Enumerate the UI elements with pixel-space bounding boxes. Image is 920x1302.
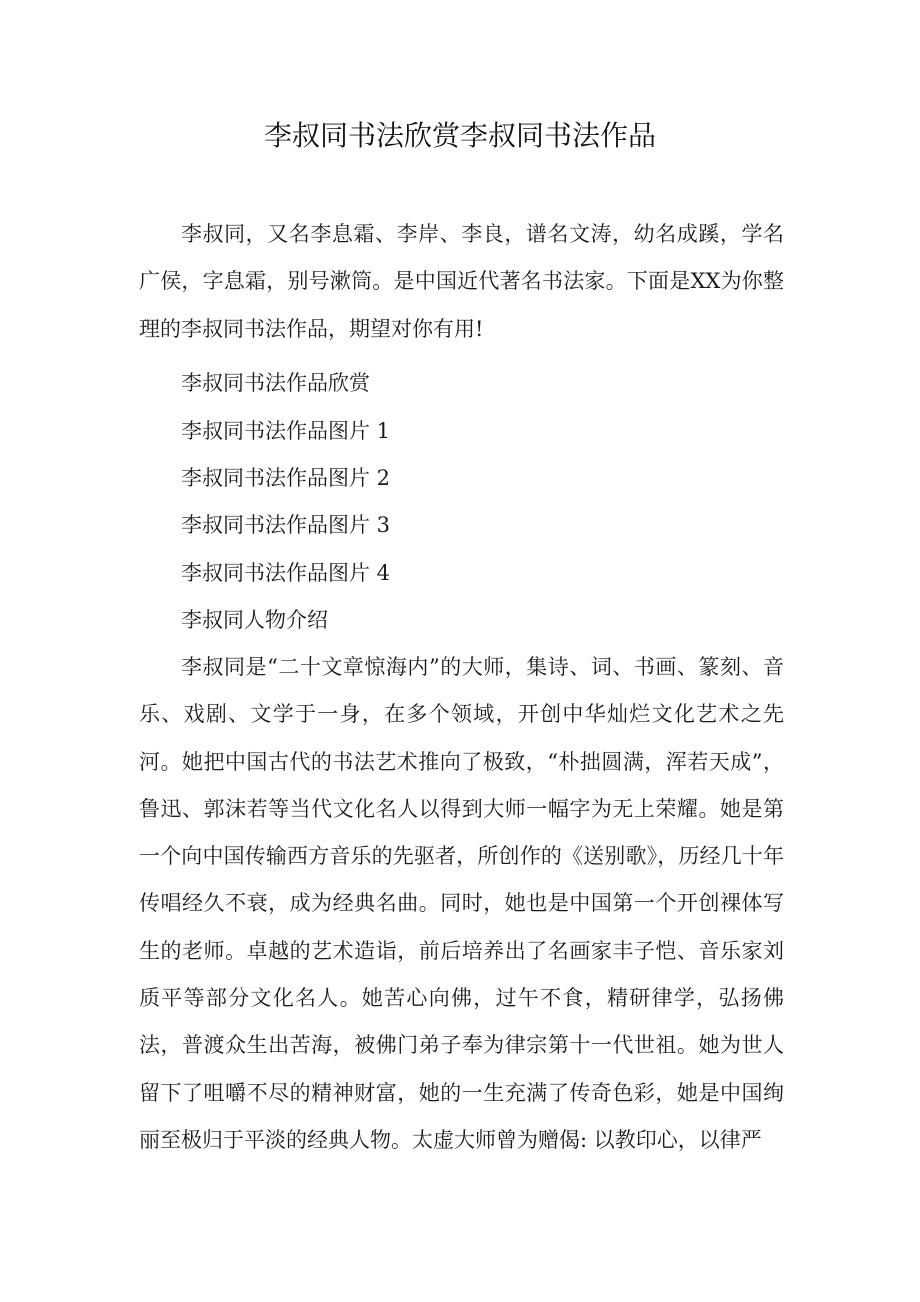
image-caption-3: 李叔同书法作品图片 3 [181, 513, 391, 537]
biography-paragraph: 李叔同是“二十文章惊海内”的大师，集诗、词、书画、篆刻、音乐、戏剧、文学于一身，在多个领域，开创中华灿烂文化艺术之先河。她把中国古代的书法艺术推向了极致，“朴拙圆满，浑若天成”，鲁迅、郭沫若等当代文化名人以得到大师一幅字为无上荣耀。她是第一个向中国传输西方音乐的先驱者，所创作的《送别歌》，历经几十年传唱经久不衰，成为经典名曲。同时，她也是中国第一个开创裸体写生的老师。卓越的艺术造诣，前后培养出了名画家丰子恺、音乐家刘质平等部分文化名人。她苦心向佛，过午不食，精研律学，弘扬佛法，普渡众生出苦海，被佛门弟子奉为律宗第十一代世祖。她为世人留下了咀嚼不尽的精神财富，她的一生充满了传奇色彩，她是中国绚丽至极归于平淡的经典人物。太虚大师曾为赠偈: 以教印心，以律严 [139, 655, 784, 1152]
document-title: 李叔同书法欣赏李叔同书法作品 [263, 119, 656, 152]
section-heading-biography: 李叔同人物介绍 [181, 608, 328, 632]
intro-paragraph: 李叔同，又名李息霜、李岸、李良，谱名文涛，幼名成蹊，学名广侯，字息霜，别号漱筒。是中国近代著名书法家。下面是XX为你整理的李叔同书法作品，期望对你有用! [139, 222, 784, 341]
image-caption-1: 李叔同书法作品图片 1 [181, 419, 391, 443]
section-heading-appreciation: 李叔同书法作品欣赏 [181, 371, 370, 395]
image-caption-4: 李叔同书法作品图片 4 [181, 561, 391, 585]
image-caption-2: 李叔同书法作品图片 2 [181, 466, 391, 490]
